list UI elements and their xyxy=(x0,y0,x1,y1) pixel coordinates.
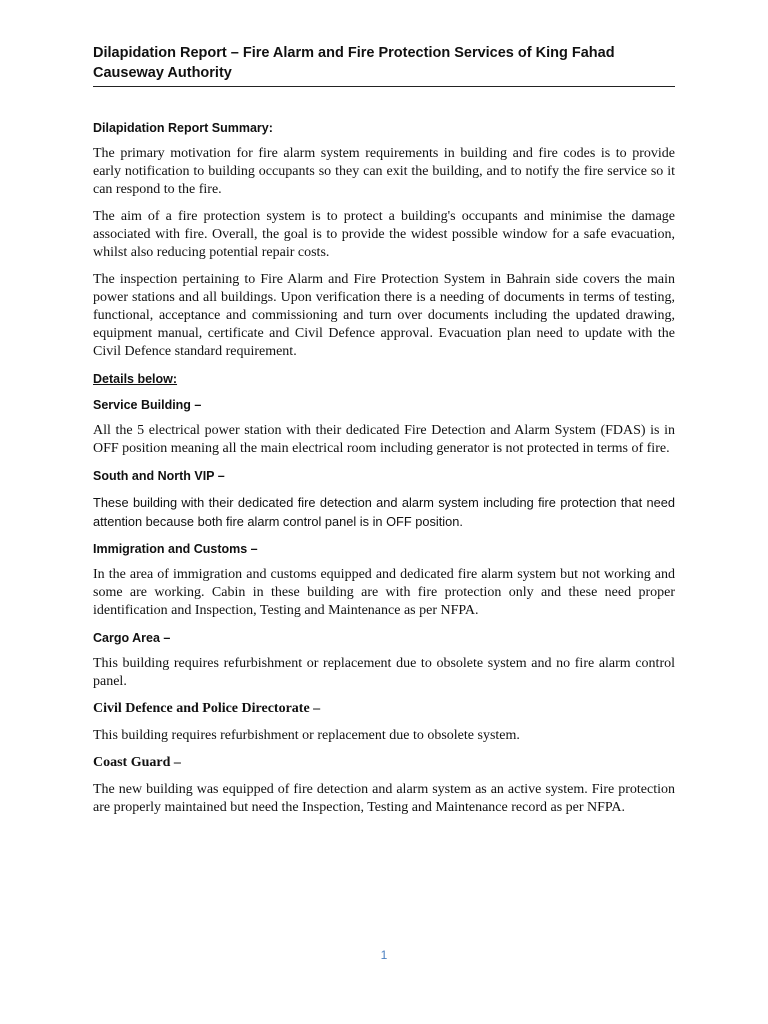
section-text-south-north-vip: These building with their dedicated fire detection and alarm system including fire protection that need attention because both fire alarm control panel is in OFF position. xyxy=(93,495,675,529)
section-title-cargo-area: Cargo Area – xyxy=(93,631,171,645)
page-number: 1 xyxy=(380,948,388,962)
section-text-civil-defence: This building requires refurbishment or replacement due to obsolete system. xyxy=(93,728,520,743)
header-divider xyxy=(93,86,675,87)
section-title-civil-defence: Civil Defence and Police Directorate – xyxy=(93,701,321,716)
details-heading: Details below: xyxy=(93,372,178,386)
summary-heading: Dilapidation Report Summary: xyxy=(93,121,273,135)
section-text-immigration-customs: In the area of immigration and customs equipped and dedicated fire alarm system but not working and some are working. Cabin in these building are with fire protection only and these need proper identification and Inspection, Testing and Maintenance as per NFPA. xyxy=(93,567,675,618)
section-text-cargo-area: This building requires refurbishment or replacement due to obsolete system and no fire alarm control panel. xyxy=(93,656,675,689)
section-title-service-building: Service Building – xyxy=(93,398,202,412)
document-body xyxy=(93,119,675,826)
summary-paragraph-1: The primary motivation for fire alarm system requirements in building and fire codes is to provide early notification to building occupants so they can exit the building, and to notify the fire service so it can respond to the fire. xyxy=(93,146,675,197)
document-title: Dilapidation Report – Fire Alarm and Fire Protection Services of King Fahad Causeway Authority xyxy=(93,45,615,81)
section-text-coast-guard: The new building was equipped of fire detection and alarm system as an active system. Fire protection are properly maintained but need the Inspection, Testing and Maintenance record as per NFPA. xyxy=(93,782,675,815)
section-title-immigration-customs: Immigration and Customs – xyxy=(93,542,258,556)
section-title-coast-guard: Coast Guard – xyxy=(93,755,181,770)
section-text-service-building: All the 5 electrical power station with their dedicated Fire Detection and Alarm System (FDAS) is in OFF position meaning all the main electrical room including generator is not protected in terms of fire. xyxy=(93,423,675,456)
summary-paragraph-3: The inspection pertaining to Fire Alarm and Fire Protection System in Bahrain side covers the main power stations and all buildings. Upon verification there is a needing of documents in terms of testing, functional, acceptance and commissioning and turn over documents including the updated drawing, equipment manual, certificate and Civil Defence approval. Evacuation plan need to update with the Civil Defence standard requirement. xyxy=(93,272,675,359)
section-title-south-north-vip: South and North VIP – xyxy=(93,469,225,483)
summary-paragraph-2: The aim of a fire protection system is to protect a building's occupants and minimise the damage associated with fire. Overall, the goal is to provide the widest possible window for a safe evacuation, whilst also reducing potential repair costs. xyxy=(93,209,675,260)
